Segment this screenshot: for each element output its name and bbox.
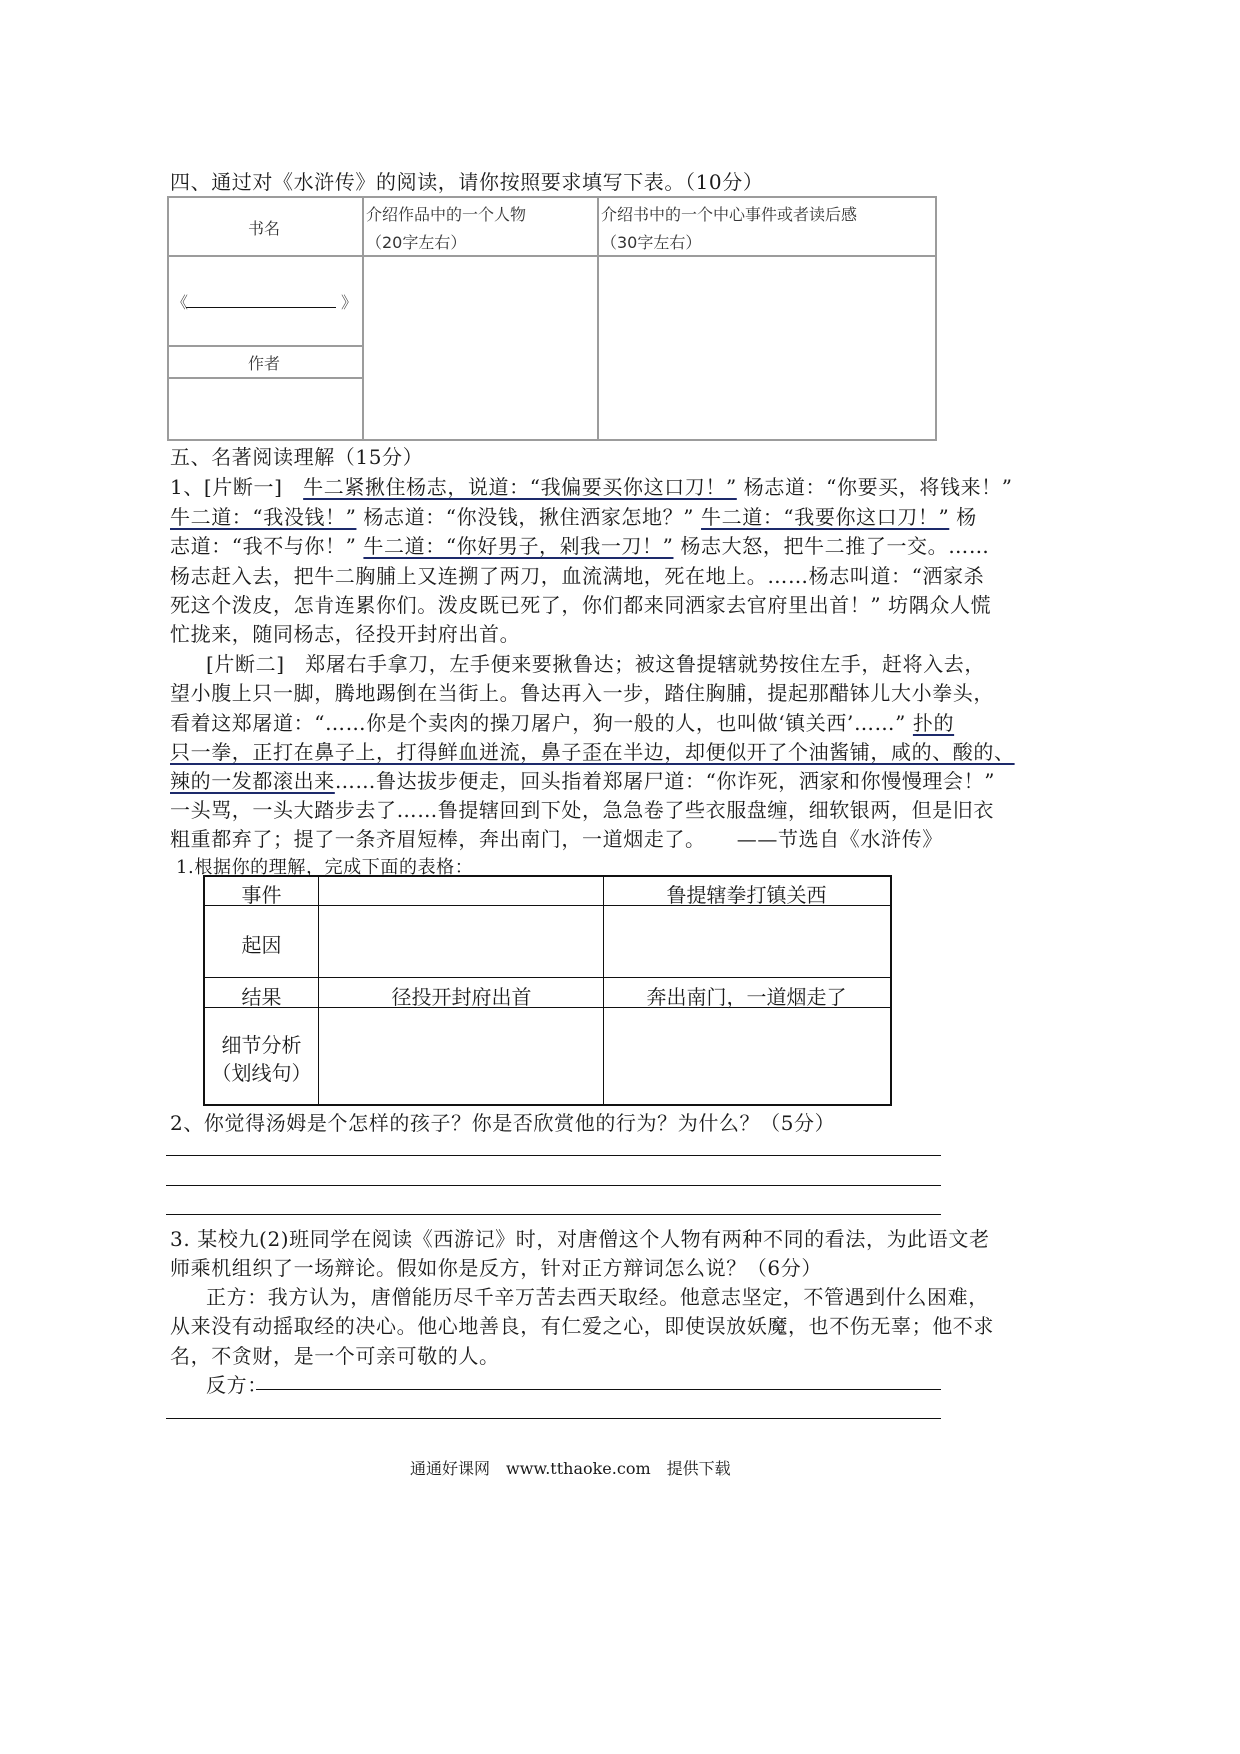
passage1-line1 xyxy=(170,471,1013,500)
row-detail-sublabel: （划线句） xyxy=(211,1061,312,1085)
character-header: 介绍作品中的一个人物 xyxy=(366,205,527,224)
event-header: 介绍书中的一个中心事件或者读后感 xyxy=(601,205,858,224)
passage1-text: 杨志道：“你没钱，揪住洒家怎地？” xyxy=(356,505,702,529)
underlined-sentence: 牛二道：“我没钱！” xyxy=(170,505,357,529)
underlined-sentence: 辣的一发都滚出来 xyxy=(170,769,335,793)
passage1-line5: 死这个泼皮，怎肯连累你们。泼皮既已死了，你们都来同洒家去官府里出首！” 坊隅众人慌 xyxy=(170,593,992,617)
passage2-line2: 望小腹上只一脚，腾地踢倒在当街上。鲁达再入一步，踏住胸脯，提起那醋钵儿大小拳头， xyxy=(170,681,994,705)
passage1-text: 杨 xyxy=(949,505,977,529)
underlined-sentence: 只一拳，正打在鼻子上，打得鲜血迸流，鼻子歪在半边，却便似开了个油酱铺，咸的、酸的、 xyxy=(170,740,1015,764)
underlined-sentence: 扑的 xyxy=(912,711,955,735)
footer-text: 通通好课网 www.tthaoke.com 提供下载 xyxy=(410,1459,731,1478)
q3-line5: 名，不贪财，是一个可亲可敬的人。 xyxy=(170,1344,500,1368)
fanfang-answer-line-2[interactable] xyxy=(166,1418,941,1419)
detail-cell-col2[interactable] xyxy=(320,1009,602,1101)
result-col3: 奔出南门，一道烟走了 xyxy=(646,985,847,1009)
passage2-line1: [片断二] 郑屠右手拿刀，左手便来要揪鲁达；被这鲁提辖就势按住左手，赶将入去， xyxy=(206,652,986,676)
underlined-sentence: 牛二紧揪住杨志，说道：“我偏要买你这口刀！” xyxy=(303,475,737,499)
book-name-header: 书名 xyxy=(248,219,281,238)
passage2-line6: 一头骂，一头大踏步去了……鲁提辖回到下处，急急卷了些衣服盘缠，细软银两，但是旧衣 xyxy=(170,798,994,822)
q3-line1: 3. 某校九(2)班同学在阅读《西游记》时，对唐僧这个人物有两种不同的看法，为此语文老 xyxy=(170,1227,990,1251)
underlined-sentence: 牛二道：“你好男子，剁我一刀！” xyxy=(363,534,674,558)
cause-cell-col2[interactable] xyxy=(320,907,602,976)
q2-answer-line-2[interactable] xyxy=(166,1185,941,1186)
passage1-text: 志道：“我不与你！” xyxy=(170,534,364,558)
underlined-sentence: 牛二道：“我要你这口刀！” xyxy=(701,505,950,529)
author-label: 作者 xyxy=(248,354,281,373)
q3-line3: 正方：我方认为，唐僧能历尽千辛万苦去西天取经。他意志坚定，不管遇到什么困难， xyxy=(206,1285,989,1309)
detail-cell-col3[interactable] xyxy=(605,1009,887,1101)
q3-line2: 师乘机组织了一场辩论。假如你是反方，针对正方辩词怎么说？（6分） xyxy=(170,1256,822,1280)
row-result-label: 结果 xyxy=(241,985,282,1009)
header-event: 事件 xyxy=(241,883,282,907)
event-cell[interactable] xyxy=(599,257,931,435)
section5-title: 五、名著阅读理解（15分） xyxy=(170,445,424,469)
book-close-bracket: 》 xyxy=(341,293,358,312)
row-cause-label: 起因 xyxy=(241,933,282,957)
passage1-text: 杨志大怒，把牛二推了一交。…… xyxy=(673,534,990,558)
author-cell[interactable] xyxy=(169,379,360,435)
book-name-blank[interactable] xyxy=(186,307,336,308)
q2-answer-line-1[interactable] xyxy=(166,1155,941,1156)
q3-line4: 从来没有动摇取经的决心。他心地善良，有仁爱之心，即使误放妖魔，也不伤无辜；他不求 xyxy=(170,1314,994,1338)
passage1-text: 杨志道：“你要买，将钱来！” xyxy=(736,475,1013,499)
header-col3: 鲁提辖拳打镇关西 xyxy=(666,883,827,907)
passage1-line6: 忙拢来，随同杨志，径投开封府出首。 xyxy=(170,622,521,646)
event-subheader: （30字左右） xyxy=(601,233,702,252)
passage2-line5 xyxy=(170,765,995,794)
passage2-line3 xyxy=(170,707,954,736)
character-subheader: （20字左右） xyxy=(366,233,467,252)
q1-prompt: 1.根据你的理解，完成下面的表格： xyxy=(176,857,474,878)
row-detail-label: 细节分析 xyxy=(221,1033,302,1057)
passage1-line3 xyxy=(170,530,989,559)
fanfang-label: 反方： xyxy=(206,1373,268,1397)
cause-cell-col3[interactable] xyxy=(605,907,887,976)
character-cell[interactable] xyxy=(364,257,595,435)
passage2-line7: 粗重都弃了；提了一条齐眉短棒，奔出南门，一道烟走了。 ——节选自《水浒传》 xyxy=(170,827,943,851)
passage1-line4: 杨志赶入去，把牛二胸脯上又连搠了两刀，血流满地，死在地上。……杨志叫道：“洒家杀 xyxy=(170,564,985,588)
fanfang-answer-line-1[interactable] xyxy=(256,1389,941,1390)
q2-prompt: 2、你觉得汤姆是个怎样的孩子？你是否欣赏他的行为？为什么？（5分） xyxy=(170,1111,836,1135)
passage2-text: 看着这郑屠道：“……你是个卖肉的操刀屠户，狗一般的人，也叫做‘镇关西’……” xyxy=(170,711,913,735)
section4-title: 四、通过对《水浒传》的阅读，请你按照要求填写下表。（10分） xyxy=(170,170,764,194)
q2-answer-line-3[interactable] xyxy=(166,1214,941,1215)
passage1-label: 1、[片断一] xyxy=(170,475,304,499)
passage1-line2 xyxy=(170,501,977,530)
passage2-text: ……鲁达拔步便走，回头指着郑屠尸道：“你诈死，洒家和你慢慢理会！” xyxy=(334,769,996,793)
result-col2: 径投开封府出首 xyxy=(391,985,532,1009)
book-open-bracket: 《 xyxy=(172,293,189,312)
